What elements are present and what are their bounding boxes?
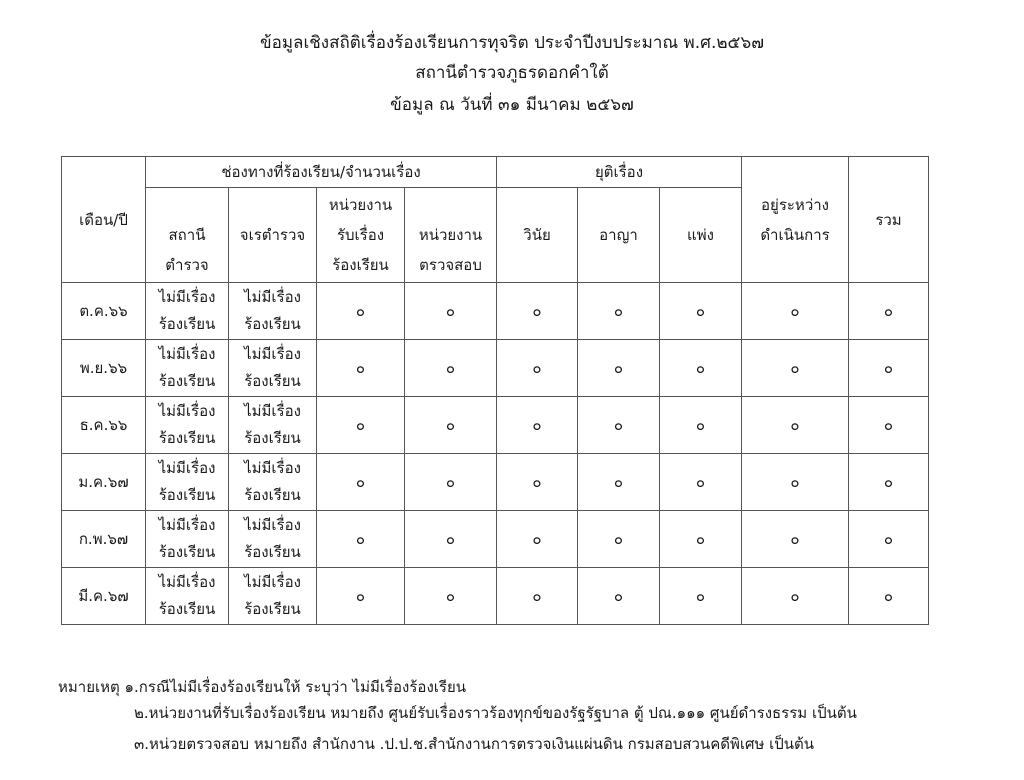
cell-line: ร้องเรียน — [244, 543, 301, 561]
total-cell: ๐ — [849, 340, 929, 397]
criminal-cell: ๐ — [578, 340, 660, 397]
station-cell — [146, 568, 229, 625]
cell-line: ร้องเรียน — [244, 429, 301, 447]
civil-cell: ๐ — [660, 511, 742, 568]
criminal-cell: ๐ — [578, 454, 660, 511]
in-progress-cell: ๐ — [742, 397, 849, 454]
month-cell: ม.ค.๖๗ — [62, 454, 146, 511]
station-column-header — [146, 188, 229, 283]
cell-line: ไม่มีเรื่อง — [158, 459, 216, 477]
criminal-cell: ๐ — [578, 568, 660, 625]
header-line: สถานี — [168, 226, 206, 244]
receiving-agency-cell: ๐ — [317, 511, 405, 568]
inspector-cell — [229, 283, 317, 340]
month-cell: ธ.ค.๖๖ — [62, 397, 146, 454]
table-row — [62, 397, 929, 454]
cell-line: ไม่มีเรื่อง — [244, 516, 301, 534]
cell-line: ไม่มีเรื่อง — [244, 345, 301, 363]
in-progress-cell: ๐ — [742, 568, 849, 625]
cell-line: ไม่มีเรื่อง — [244, 459, 301, 477]
note-3: ๓.หน่วยตรวจสอบ หมายถึง สำนักงาน .ป.ป.ช.สำนักงานการตรวจเงินแผ่นดิน กรมสอบสวนคดีพิเศษ เป็นต้น — [134, 735, 815, 753]
disciplinary-cell: ๐ — [497, 568, 578, 625]
receiving-agency-cell: ๐ — [317, 397, 405, 454]
total-cell: ๐ — [849, 397, 929, 454]
cell-line: ร้องเรียน — [158, 543, 216, 561]
month-cell: ก.พ.๖๗ — [62, 511, 146, 568]
total-cell: ๐ — [849, 454, 929, 511]
header-line: ตำรวจ — [165, 256, 209, 274]
total-cell: ๐ — [849, 283, 929, 340]
station-cell — [146, 283, 229, 340]
month-cell: ต.ค.๖๖ — [62, 283, 146, 340]
in-progress-header — [742, 157, 849, 283]
audit-agency-cell: ๐ — [405, 454, 497, 511]
inspector-cell — [229, 568, 317, 625]
receiving-agency-cell: ๐ — [317, 340, 405, 397]
complaint-statistics-table — [61, 156, 929, 625]
station-cell — [146, 511, 229, 568]
report-date: ข้อมูล ณ วันที่ ๓๑ มีนาคม ๒๕๖๗ — [390, 95, 634, 115]
civil-column-header: แพ่ง — [660, 188, 742, 283]
month-cell: มี.ค.๖๗ — [62, 568, 146, 625]
receiving-agency-cell: ๐ — [317, 568, 405, 625]
header-line: จเรตำรวจ — [239, 226, 306, 244]
cell-line: ไม่มีเรื่อง — [244, 573, 301, 591]
note-2: ๒.หน่วยงานที่รับเรื่องร้องเรียน หมายถึง ศูนย์รับเรื่องราวร้องทุกข์ของรัฐรัฐบาล ตู้ ปณ.๑๑๑ ศูนย์ดำรงธรรม เป็นต้น — [134, 704, 857, 722]
table-row — [62, 568, 929, 625]
civil-cell: ๐ — [660, 568, 742, 625]
receiving-agency-column-header — [317, 188, 405, 283]
header-line: หน่วยงาน — [328, 196, 393, 214]
station-cell — [146, 397, 229, 454]
cell-line: ร้องเรียน — [244, 486, 301, 504]
cell-line: ร้องเรียน — [158, 486, 216, 504]
header-line: รับเรื่อง — [336, 226, 385, 244]
inspector-cell — [229, 397, 317, 454]
criminal-cell: ๐ — [578, 397, 660, 454]
disciplinary-cell: ๐ — [497, 340, 578, 397]
cell-line: ร้องเรียน — [158, 372, 216, 390]
audit-agency-cell: ๐ — [405, 511, 497, 568]
disciplinary-cell: ๐ — [497, 283, 578, 340]
civil-cell: ๐ — [660, 397, 742, 454]
cell-line: ไม่มีเรื่อง — [158, 288, 216, 306]
station-name: สถานีตำรวจภูธรดอกคำใต้ — [415, 63, 609, 83]
station-cell — [146, 340, 229, 397]
receiving-agency-cell: ๐ — [317, 454, 405, 511]
total-cell: ๐ — [849, 568, 929, 625]
civil-cell: ๐ — [660, 340, 742, 397]
criminal-column-header: อาญา — [578, 188, 660, 283]
receiving-agency-cell: ๐ — [317, 283, 405, 340]
header-line: ร้องเรียน — [332, 256, 389, 274]
civil-cell: ๐ — [660, 454, 742, 511]
disciplinary-column-header: วินัย — [497, 188, 578, 283]
cell-line: ร้องเรียน — [244, 315, 301, 333]
month-header: เดือน/ปี — [62, 157, 146, 283]
in-progress-cell: ๐ — [742, 340, 849, 397]
disciplinary-cell: ๐ — [497, 511, 578, 568]
month-cell: พ.ย.๖๖ — [62, 340, 146, 397]
cell-line: ไม่มีเรื่อง — [244, 288, 301, 306]
table-row — [62, 511, 929, 568]
total-header: รวม — [849, 157, 929, 283]
criminal-cell: ๐ — [578, 283, 660, 340]
header-line: หน่วยงาน — [418, 226, 483, 244]
in-progress-line: อยู่ระหว่าง — [761, 195, 829, 214]
inspector-cell — [229, 340, 317, 397]
report-title: ข้อมูลเชิงสถิติเรื่องร้องเรียนการทุจริต ประจำปีงบประมาณ พ.ศ.๒๕๖๗ — [259, 33, 764, 53]
cell-line: ร้องเรียน — [158, 315, 216, 333]
cell-line: ไม่มีเรื่อง — [158, 516, 216, 534]
inspector-column-header — [229, 188, 317, 283]
station-cell — [146, 454, 229, 511]
in-progress-line: ดำเนินการ — [760, 225, 830, 244]
cell-line: ร้องเรียน — [158, 429, 216, 447]
audit-agency-cell: ๐ — [405, 397, 497, 454]
cell-line: ร้องเรียน — [244, 600, 301, 618]
criminal-cell: ๐ — [578, 511, 660, 568]
cell-line: ไม่มีเรื่อง — [158, 345, 216, 363]
note-1: หมายเหตุ ๑.กรณีไม่มีเรื่องร้องเรียนให้ ระบุว่า ไม่มีเรื่องร้องเรียน — [58, 678, 466, 696]
audit-agency-cell: ๐ — [405, 283, 497, 340]
civil-cell: ๐ — [660, 283, 742, 340]
channel-group-header: ช่องทางที่ร้องเรียน/จำนวนเรื่อง — [146, 157, 497, 188]
resolved-group-header: ยุติเรื่อง — [497, 157, 742, 188]
table-row — [62, 340, 929, 397]
disciplinary-cell: ๐ — [497, 397, 578, 454]
audit-agency-column-header — [405, 188, 497, 283]
audit-agency-cell: ๐ — [405, 340, 497, 397]
inspector-cell — [229, 454, 317, 511]
total-cell: ๐ — [849, 511, 929, 568]
header-line: ตรวจสอบ — [419, 256, 482, 274]
cell-line: ไม่มีเรื่อง — [158, 573, 216, 591]
in-progress-cell: ๐ — [742, 283, 849, 340]
cell-line: ร้องเรียน — [244, 372, 301, 390]
audit-agency-cell: ๐ — [405, 568, 497, 625]
table-row — [62, 283, 929, 340]
disciplinary-cell: ๐ — [497, 454, 578, 511]
table-row — [62, 454, 929, 511]
cell-line: ไม่มีเรื่อง — [244, 402, 301, 420]
inspector-cell — [229, 511, 317, 568]
cell-line: ไม่มีเรื่อง — [158, 402, 216, 420]
cell-line: ร้องเรียน — [158, 600, 216, 618]
in-progress-cell: ๐ — [742, 454, 849, 511]
in-progress-cell: ๐ — [742, 511, 849, 568]
